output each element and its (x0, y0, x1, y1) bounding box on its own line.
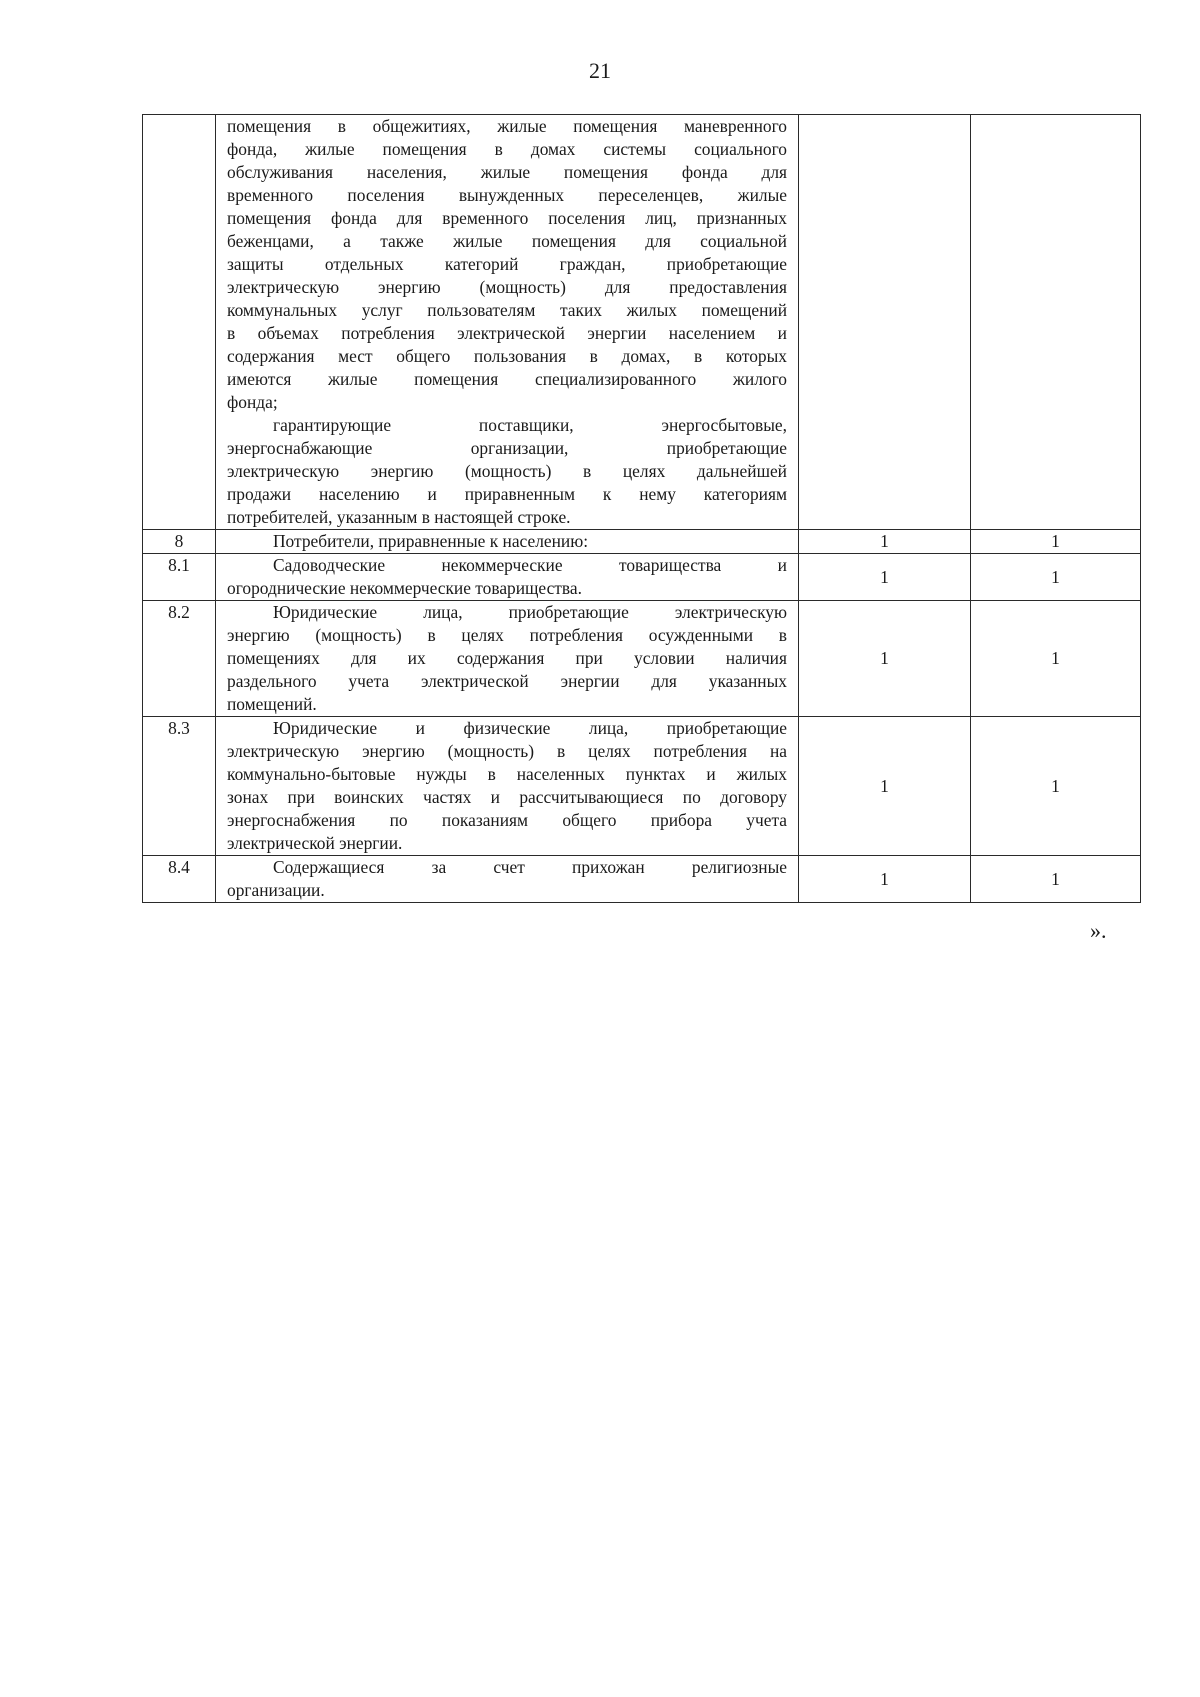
text-line: помещениях для их содержания при условии наличия (227, 648, 787, 668)
row-value-a-cell: 1 (799, 856, 971, 903)
continuation-paragraph-1 (227, 115, 787, 414)
tariff-table (142, 114, 1141, 903)
row-value-b-cell (971, 115, 1141, 530)
text-line: содержания мест общего пользования в домах, в которых (227, 346, 787, 366)
row-value-b-cell: 1 (971, 554, 1141, 601)
text-line: Потребители, приравненные к населению: (273, 531, 589, 551)
row-description-cell (216, 554, 799, 601)
row-value-b-cell: 1 (971, 856, 1141, 903)
row-number-cell: 8.4 (143, 856, 216, 903)
text-line: защиты отдельных категорий граждан, приобретающие (227, 254, 787, 274)
text-line: энергоснабжения по показаниям общего прибора учета (227, 810, 787, 830)
text-line: фонда; (227, 392, 278, 412)
row-value-a-cell: 1 (799, 717, 971, 856)
row-description-cell (216, 856, 799, 903)
continuation-paragraph-2 (227, 414, 787, 529)
text-line: помещения в общежитиях, жилые помещения маневренного (227, 116, 787, 136)
closing-quote-mark: ». (1090, 918, 1107, 943)
text-line: зонах при воинских частях и рассчитывающиеся по договору (227, 787, 787, 807)
text-line: организации. (227, 880, 325, 900)
row-description-cell (216, 530, 799, 554)
text-line: энергию (мощность) в целях потребления осужденными в (227, 625, 787, 645)
row-number-cell: 8 (143, 530, 216, 554)
row-value-a-cell (799, 115, 971, 530)
text-line: гарантирующие поставщики, энергосбытовые, (273, 415, 787, 435)
table-row (143, 554, 1141, 601)
row-value-a-cell: 1 (799, 601, 971, 717)
page-number: 21 (589, 58, 611, 83)
table-row (143, 856, 1141, 903)
text-line: временного поселения вынужденных переселенцев, жилые (227, 185, 787, 205)
text-line: электрическую энергию (мощность) в целях дальнейшей (227, 461, 787, 481)
text-line: коммунально-бытовые нужды в населенных пунктах и жилых (227, 764, 787, 784)
text-line: огороднические некоммерческие товарищества. (227, 578, 582, 598)
row-description-cell (216, 115, 799, 530)
row-value-a-cell: 1 (799, 530, 971, 554)
text-line: Садоводческие некоммерческие товарищества и (273, 555, 787, 575)
text-line: помещения фонда для временного поселения лиц, признанных (227, 208, 787, 228)
text-line: электрической энергии. (227, 833, 403, 853)
table-row-continuation (143, 115, 1141, 530)
text-line: в объемах потребления электрической энергии населением и (227, 323, 787, 343)
row-description-cell (216, 601, 799, 717)
text-line: Юридические и физические лица, приобретающие (273, 718, 787, 738)
row-value-b-cell: 1 (971, 530, 1141, 554)
text-line: Юридические лица, приобретающие электрическую (273, 602, 787, 622)
text-line: имеются жилые помещения специализированного жилого (227, 369, 787, 389)
text-line: электрическую энергию (мощность) в целях потребления на (227, 741, 787, 761)
row-description-cell (216, 717, 799, 856)
text-line: потребителей, указанным в настоящей строке. (227, 507, 571, 527)
table-body (143, 115, 1141, 903)
text-line: энергоснабжающие организации, приобретающие (227, 438, 787, 458)
table-row (143, 717, 1141, 856)
table-row (143, 530, 1141, 554)
text-line: фонда, жилые помещения в домах системы социального (227, 139, 787, 159)
text-line: помещений. (227, 694, 317, 714)
row-number-cell (143, 115, 216, 530)
text-line: коммунальных услуг пользователям таких жилых помещений (227, 300, 787, 320)
row-number-cell: 8.1 (143, 554, 216, 601)
text-line: Содержащиеся за счет прихожан религиозные (273, 857, 787, 877)
text-line: электрическую энергию (мощность) для предоставления (227, 277, 787, 297)
text-line: раздельного учета электрической энергии для указанных (227, 671, 787, 691)
row-number-cell: 8.3 (143, 717, 216, 856)
text-line: обслуживания населения, жилые помещения фонда для (227, 162, 787, 182)
text-line: беженцами, а также жилые помещения для социальной (227, 231, 787, 251)
row-value-a-cell: 1 (799, 554, 971, 601)
table-row (143, 601, 1141, 717)
row-number-cell: 8.2 (143, 601, 216, 717)
text-line: продажи населению и приравненным к нему категориям (227, 484, 787, 504)
row-value-b-cell: 1 (971, 601, 1141, 717)
row-value-b-cell: 1 (971, 717, 1141, 856)
